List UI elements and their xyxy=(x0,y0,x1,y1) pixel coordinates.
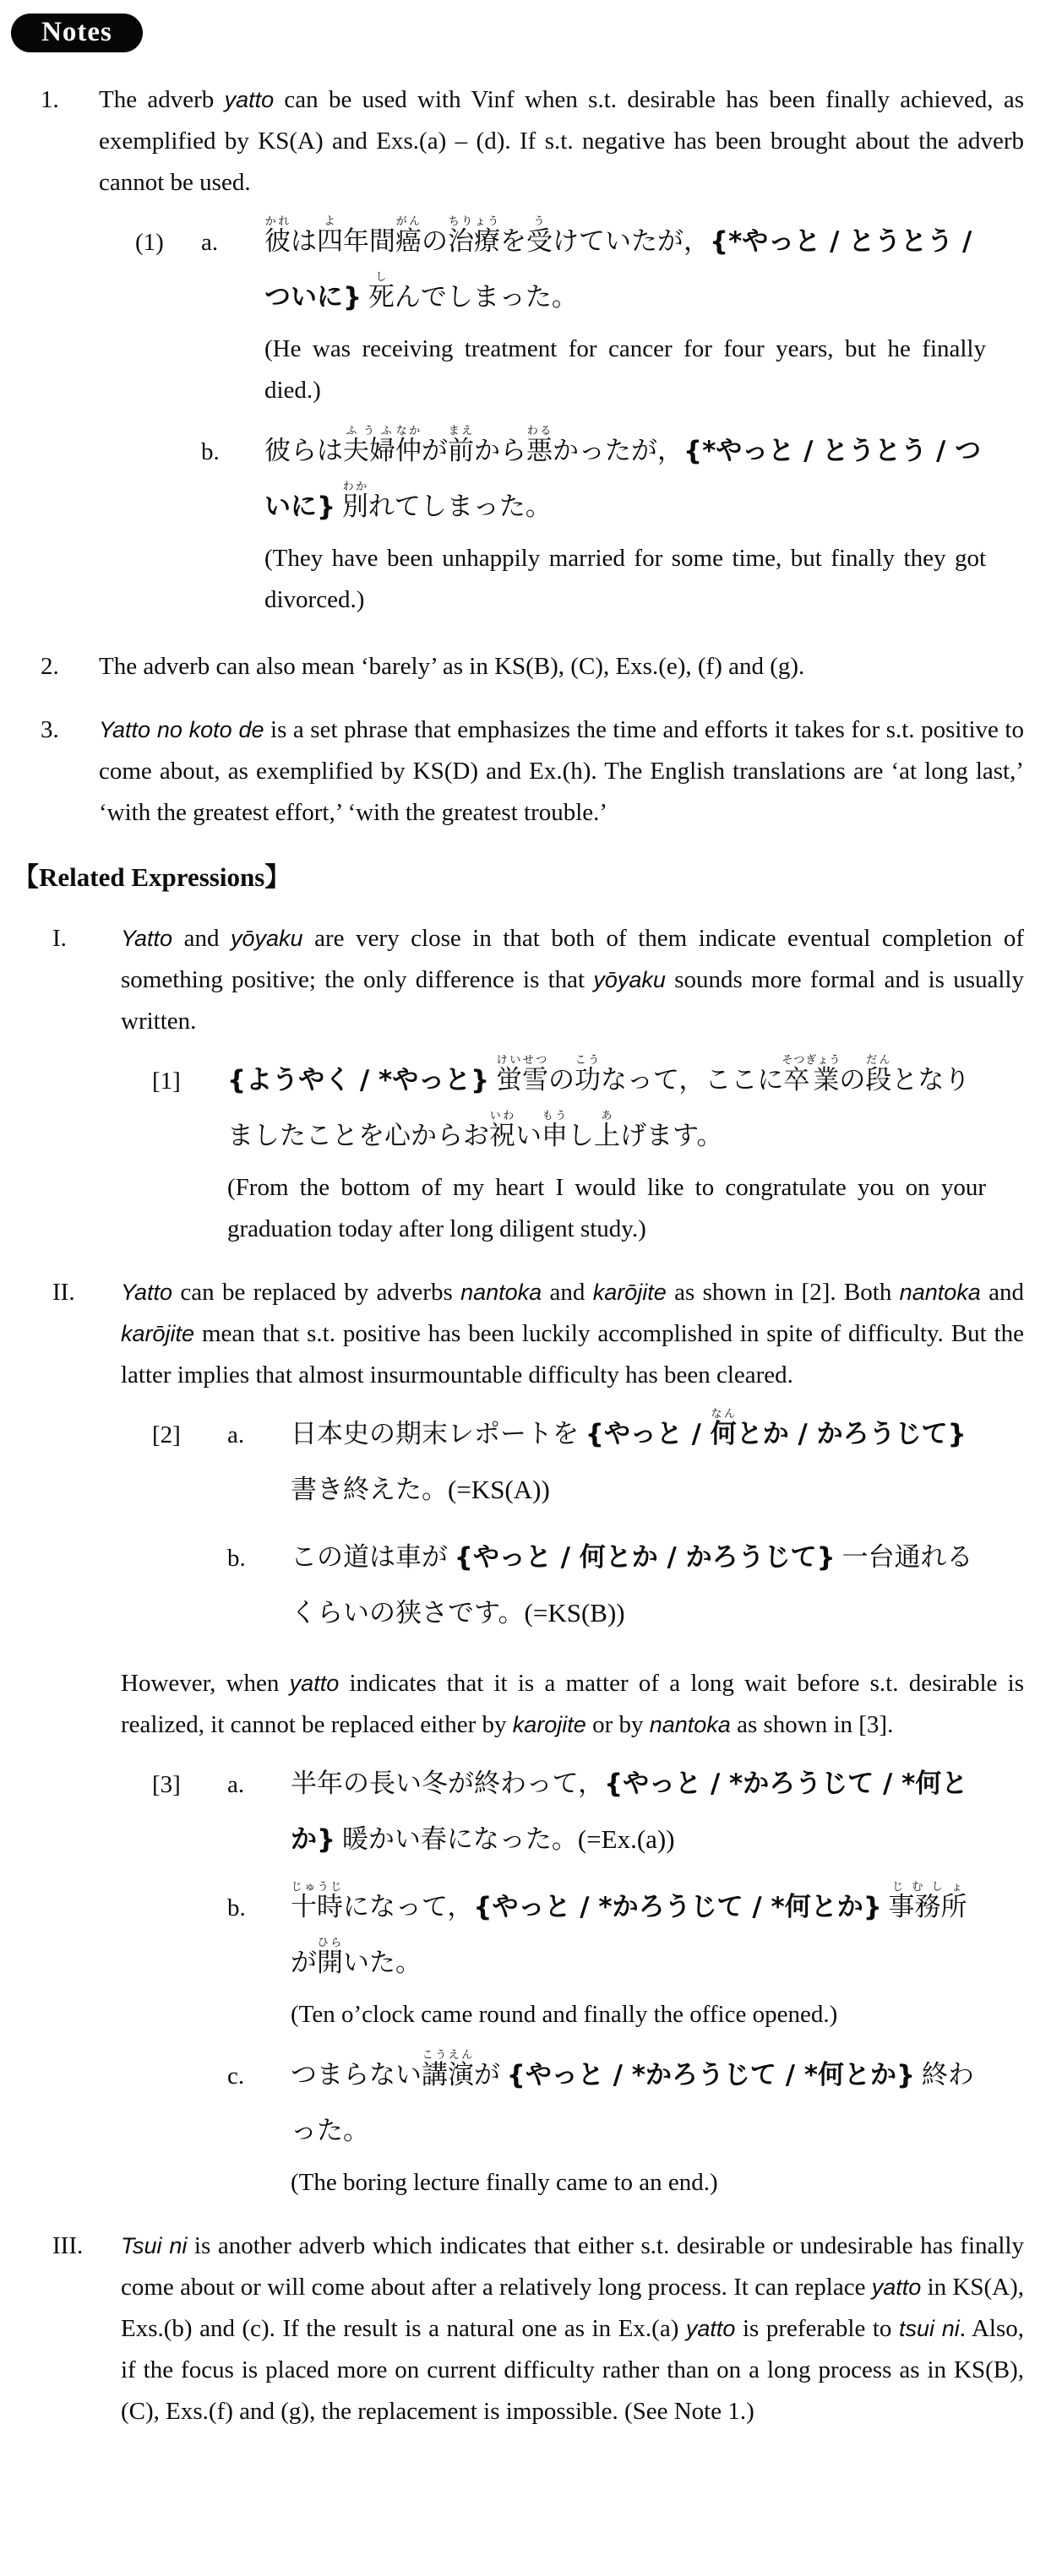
ruby-segment: 前まえ xyxy=(448,424,474,465)
text-run: Tsui ni xyxy=(121,2233,188,2258)
text-run: karōjite xyxy=(592,1280,667,1305)
re-item-III-text xyxy=(121,2225,1024,2432)
ruby-segment: 悪わる xyxy=(526,424,553,465)
ruby-segment: 彼かれ xyxy=(264,215,291,256)
text-run: as shown in [3]. xyxy=(730,1711,894,1738)
jp-segment: になって， xyxy=(343,1892,474,1921)
example-re2b-letter: b. xyxy=(227,1545,246,1572)
jp-segment xyxy=(882,1892,889,1921)
ruby-segment: 別わか xyxy=(341,480,368,521)
note-item-3-number: 3. xyxy=(41,716,59,743)
jp-segment: が xyxy=(474,2060,507,2090)
example-re1-marker: [1] xyxy=(152,1068,181,1095)
jp-segment: かったが， xyxy=(553,436,683,465)
jp-segment: {やっと / *かろうじて / *何とか} xyxy=(473,1892,882,1922)
text-run: in KS(A), Exs.(b) and (c). If the result is a natural one as in Ex.(a) xyxy=(121,2274,1024,2342)
text-run: yōyaku xyxy=(231,926,303,951)
example-re3c-japanese xyxy=(291,2047,986,2159)
ruby-segment: 癌がん xyxy=(395,215,422,256)
example-1a-translation: (He was receiving treatment for cancer for four years, but he finally died.) xyxy=(264,335,986,404)
example-re1-translation: (From the bottom of my heart I would like to congratulate you on your graduation today after long diligent study.) xyxy=(227,1174,986,1242)
example-re3c-translation: (The boring lecture finally came to an end.) xyxy=(291,2169,718,2196)
example-re2b xyxy=(0,1530,1024,1641)
ruby-segment: 開ひら xyxy=(317,1936,343,1977)
text-run: karōjite xyxy=(121,1321,195,1346)
jp-segment: げます。 xyxy=(620,1121,723,1150)
jp-segment: 一台通れるくらいの狭さです。(=KS(B)) xyxy=(291,1542,973,1628)
ruby-segment: 申もう xyxy=(542,1109,568,1150)
note-item-3 xyxy=(0,709,1062,834)
ruby-segment: 上あ xyxy=(594,1109,620,1150)
ruby-segment: 何なん xyxy=(710,1408,737,1449)
jp-segment: {やっと / *かろうじて / *何とか} xyxy=(506,2060,916,2090)
text-run: yatto xyxy=(289,1671,340,1696)
example-1a-body xyxy=(264,214,986,411)
ruby-segment: 治療ちりょう xyxy=(448,215,500,256)
example-1b-translation: (They have been unhappily married for some time, but finally they got divorced.) xyxy=(264,545,986,613)
jp-segment: なって，ここに xyxy=(601,1065,784,1095)
jp-segment: となりましたことを心からお xyxy=(227,1065,971,1150)
re-item-I xyxy=(0,918,1062,1250)
note-item-3-text xyxy=(99,709,1024,834)
example-re2a xyxy=(0,1406,1024,1518)
ruby-segment: 講演こうえん xyxy=(422,2048,474,2090)
jp-segment: の xyxy=(839,1065,866,1095)
example-re3a xyxy=(0,1756,1024,1867)
jp-segment: い xyxy=(515,1121,542,1150)
example-re2a-body xyxy=(291,1406,986,1518)
example-re3a-marker: [3] xyxy=(152,1771,181,1798)
jp-segment xyxy=(335,492,342,521)
example-re3b-letter: b. xyxy=(227,1894,246,1921)
ruby-segment: 仲なか xyxy=(395,424,422,465)
text-run: yatto xyxy=(224,87,275,112)
text-run: yatto xyxy=(871,2274,922,2300)
jp-segment: の xyxy=(422,226,448,256)
ruby-segment: 夫婦ふうふ xyxy=(343,424,395,465)
example-1a xyxy=(0,214,1024,411)
ruby-segment: 死し xyxy=(368,270,395,312)
text-run: as shown in [2]. Both xyxy=(666,1279,900,1306)
ruby-segment: 功こう xyxy=(575,1053,602,1095)
example-1a-letter: a. xyxy=(201,229,219,256)
text-run: nantoka xyxy=(649,1712,731,1737)
note-item-1-number: 1. xyxy=(41,86,59,113)
ruby-segment: 蛍雪けいせつ xyxy=(496,1053,549,1095)
text-run: karojite xyxy=(512,1712,586,1737)
re-item-I-numeral: I. xyxy=(52,925,67,952)
ruby-segment: 十時じゅうじ xyxy=(291,1880,343,1921)
text-run: and xyxy=(980,1279,1024,1306)
note-item-1 xyxy=(0,79,1062,621)
jp-segment: が xyxy=(422,436,448,465)
text-run: tsui ni xyxy=(898,2316,960,2341)
jp-segment xyxy=(362,282,368,312)
example-re2b-japanese xyxy=(291,1530,986,1641)
example-re3b-translation: (Ten o’clock came round and finally the office opened.) xyxy=(291,2001,838,2028)
text-run: nantoka xyxy=(899,1280,981,1305)
example-1b-japanese xyxy=(264,423,986,535)
re-item-III xyxy=(0,2225,1062,2432)
re-item-I-text xyxy=(121,918,1024,1042)
jp-segment: 暖かい春になった。(=Ex.(a)) xyxy=(335,1824,675,1854)
text-run: and xyxy=(172,925,231,952)
re-item-II-numeral: II. xyxy=(52,1279,75,1306)
text-run: nantoka xyxy=(460,1280,542,1305)
re-item-II xyxy=(0,1272,1062,2204)
jp-segment: 年間 xyxy=(343,226,395,256)
ruby-segment: 卒業そつぎょう xyxy=(782,1053,841,1095)
jp-segment: の xyxy=(548,1065,575,1095)
example-re3a-body xyxy=(291,1756,986,1867)
jp-segment: から xyxy=(474,436,526,465)
jp-segment: を xyxy=(500,226,526,256)
text-run: can be replaced by adverbs xyxy=(172,1279,461,1306)
jp-segment: 彼らは xyxy=(264,436,343,465)
text-run: The adverb xyxy=(99,86,225,113)
jp-segment: 書き終えた。(=KS(A)) xyxy=(291,1475,550,1504)
example-1b xyxy=(0,423,1024,621)
text-run: Yatto xyxy=(121,1280,173,1305)
ruby-segment: 事務所じむしょ xyxy=(888,1880,967,1921)
text-run: yōyaku xyxy=(593,967,666,992)
example-re3b xyxy=(0,1879,1024,2035)
jp-segment: が xyxy=(291,1948,317,1977)
text-run: The adverb can also mean ‘barely’ as in KS(B), (C), Exs.(e), (f) and (g). xyxy=(99,653,805,680)
text-run: . Also, if the focus is placed more on current difficulty rather than on a long process as in KS(B), (C), Exs.(f) and (g), the replacement is impossible. (See Note 1.) xyxy=(121,2315,1024,2425)
jp-segment: {やっと / *かろうじて / *何とか} xyxy=(291,1769,968,1855)
text-run: is preferable to xyxy=(735,2315,899,2342)
ruby-segment: 段だん xyxy=(865,1053,892,1095)
example-re3c-letter: c. xyxy=(227,2062,245,2090)
jp-segment: 終わった。 xyxy=(291,2060,974,2145)
jp-segment: {*やっと / とうとう / ついに} xyxy=(264,436,982,522)
jp-segment: んでしまった。 xyxy=(394,282,578,312)
ruby-segment: 四よ xyxy=(317,215,343,256)
example-re2a-japanese xyxy=(291,1406,986,1518)
text-run: or by xyxy=(585,1711,650,1738)
text-run: Yatto no koto de xyxy=(99,717,264,742)
jp-segment: {*やっと / とうとう / ついに} xyxy=(264,226,972,312)
re-item-II-text xyxy=(121,1272,1024,1396)
example-re1-japanese xyxy=(227,1052,986,1164)
jp-segment: とか / かろうじて} xyxy=(736,1419,967,1449)
jp-segment: {ようやく / *やっと} xyxy=(227,1065,490,1095)
example-1b-body xyxy=(264,423,986,621)
text-run: is another adverb which indicates that either s.t. desirable or undesirable has finally come about or will come about after a relatively long process. It can replace xyxy=(121,2232,1024,2301)
example-re3c xyxy=(0,2047,1024,2204)
jp-segment: つまらない xyxy=(291,2060,422,2090)
jp-segment: {やっと / xyxy=(585,1419,711,1449)
text-run: mean that s.t. positive has been luckily accomplished in spite of difficulty. But the latter implies that almost insurmountable difficulty has been cleared. xyxy=(121,1320,1024,1389)
note-item-2 xyxy=(0,646,1062,687)
text-run: However, when xyxy=(121,1670,290,1697)
text-run: are very close in that both of them indicate eventual completion of something positive; the only difference is that xyxy=(121,925,1025,993)
example-re3a-letter: a. xyxy=(227,1771,245,1798)
example-re1 xyxy=(0,1052,1024,1250)
text-run: sounds more formal and is usually written. xyxy=(121,966,1024,1035)
note-item-2-number: 2. xyxy=(41,653,59,680)
jp-segment: 日本史の期末レポートを xyxy=(291,1419,585,1448)
jp-segment: し xyxy=(568,1121,594,1150)
jp-segment: この道は車が xyxy=(291,1542,455,1572)
jp-segment: 半年の長い冬が終わって， xyxy=(291,1769,605,1798)
example-re3b-japanese xyxy=(291,1879,986,1991)
example-re3a-japanese xyxy=(291,1756,986,1867)
jp-segment: は xyxy=(291,226,317,256)
example-re2b-body xyxy=(291,1530,986,1641)
jp-segment: いた。 xyxy=(343,1948,422,1977)
notes-badge: Notes xyxy=(11,14,143,52)
related-expressions-heading: 【Related Expressions】 xyxy=(13,862,291,892)
ruby-segment: 祝いわ xyxy=(489,1109,515,1150)
jp-segment: {やっと / 何とか / かろうじて} xyxy=(454,1542,836,1573)
example-1a-marker: (1) xyxy=(135,229,164,256)
text-run: yatto xyxy=(685,2316,736,2341)
text-run: indicates that it is a matter of a long wait before s.t. desirable is realized, it cannot be replaced either by xyxy=(121,1670,1024,1738)
example-re3c-body xyxy=(291,2047,986,2204)
note-item-1-text xyxy=(99,79,1024,204)
jp-segment: けていたが， xyxy=(553,226,710,256)
text-run: and xyxy=(542,1279,593,1306)
note-item-2-text xyxy=(99,646,1024,687)
text-run: Yatto xyxy=(121,926,173,951)
example-re3b-body xyxy=(291,1879,986,2035)
jp-segment xyxy=(489,1065,496,1095)
jp-segment: れてしまった。 xyxy=(368,492,552,521)
ruby-segment: 受う xyxy=(526,215,553,256)
example-1b-letter: b. xyxy=(201,438,220,465)
example-re1-body xyxy=(227,1052,986,1250)
text-run: can be used with Vinf when s.t. desirable has been finally achieved, as exemplified by KS(A) and Exs.(a) – (d). If s.t. negative has been brought about the adverb cannot be used. xyxy=(99,86,1024,196)
example-re2a-marker: [2] xyxy=(152,1421,181,1448)
example-re2a-letter: a. xyxy=(227,1421,245,1448)
re-item-II-note xyxy=(121,1663,1024,1746)
re-item-III-numeral: III. xyxy=(52,2232,84,2259)
example-1a-japanese xyxy=(264,214,986,325)
text-run: is a set phrase that emphasizes the time and efforts it takes for s.t. positive to come about, as exemplified by KS(D) and Ex.(h). The English translations are ‘at long last,’ ‘with the greatest effort,’ ‘with the greatest trouble.’ xyxy=(99,716,1024,826)
